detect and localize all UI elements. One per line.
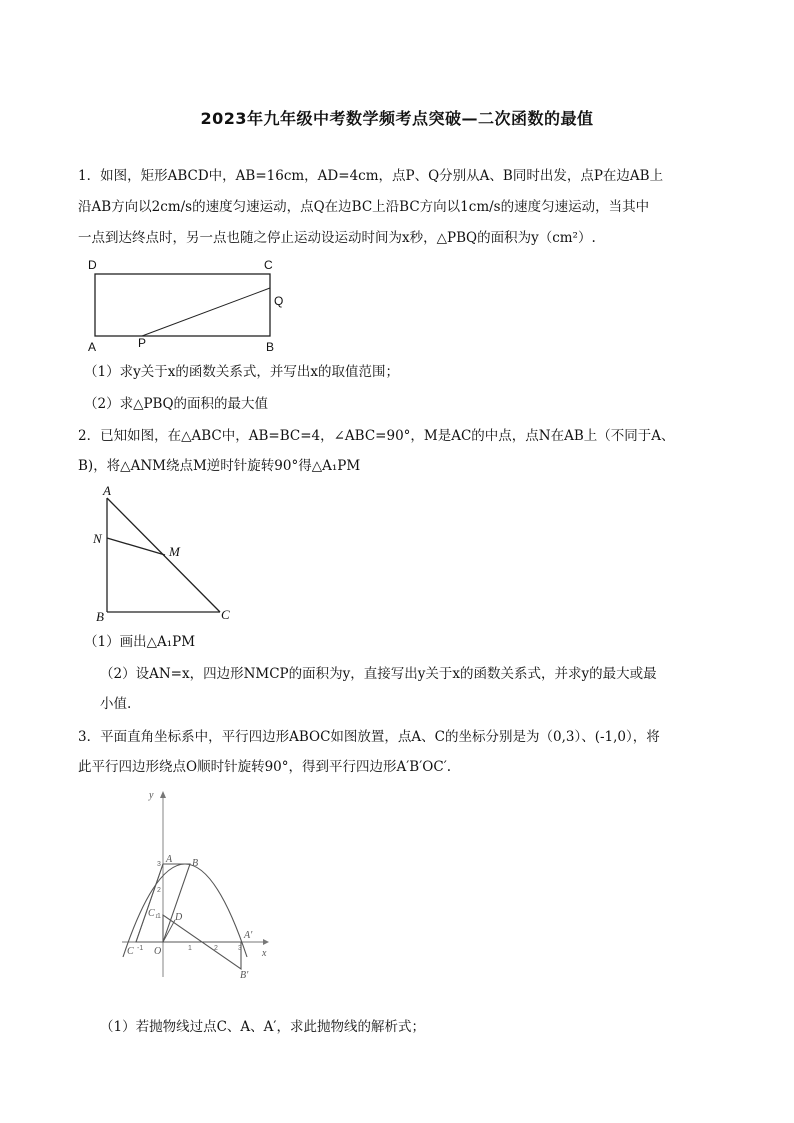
- q3-label-x: x: [262, 948, 267, 959]
- q2-label-c: C: [221, 607, 230, 622]
- q2-text-line2: B)，将△ANM绕点M逆时针旋转90°得△A₁PM: [78, 458, 361, 474]
- q3-tick-x3: 3: [238, 945, 242, 952]
- q1-label-q: Q: [274, 294, 284, 308]
- q3-label-c1: C₁: [148, 908, 159, 919]
- q3-y-axis-arrow: [160, 791, 166, 798]
- q3-sub1: （1）若抛物线过点C、A、A′，求此抛物线的解析式；: [100, 1019, 425, 1035]
- q1-text-line2: 沿AB方向以2cm/s的速度匀速运动，点Q在边BC上沿BC方向以1cm/s的速度匀速运动，当其中: [78, 199, 650, 215]
- q3-label-d: D: [175, 912, 183, 923]
- q3-tick-y2: 2: [157, 887, 161, 894]
- q3-label-b2: B': [240, 970, 249, 981]
- q1-rectangle-figure: [80, 255, 310, 355]
- q1-sub1: （1）求y关于x的函数关系式，并写出x的取值范围；: [84, 364, 399, 380]
- q3-segment-c-a: [136, 864, 163, 942]
- q3-parallelogram-a2b2oc2: [163, 915, 241, 969]
- q3-tick-x1: 1: [188, 945, 192, 952]
- q1-rectangle-abcd: [95, 274, 270, 336]
- q3-tick-y1: 1: [157, 913, 161, 920]
- q2-label-b: B: [96, 609, 104, 624]
- q2-sub1: （1）画出△A₁PM: [84, 634, 196, 650]
- q3-text-line2: 此平行四边形绕点O顺时针旋转90°，得到平行四边形A′B′OC′.: [78, 759, 452, 775]
- q3-tick-x2: 2: [214, 945, 218, 952]
- q1-label-b: B: [266, 340, 275, 354]
- q3-x-axis-arrow: [263, 939, 269, 945]
- q2-sub2-line2: 小值.: [100, 696, 132, 712]
- page-title: 2023年九年级中考数学频考点突破—二次函数的最值: [200, 109, 594, 128]
- q2-label-a: A: [103, 483, 111, 498]
- q1-label-c: C: [264, 258, 273, 272]
- q3-label-y: y: [149, 790, 154, 801]
- q1-sub2: （2）求△PBQ的面积的最大值: [84, 396, 269, 412]
- q3-label-a: A: [166, 854, 173, 865]
- q2-label-m: M: [169, 544, 180, 559]
- q1-label-p: P: [138, 336, 147, 350]
- q3-label-a2: A': [244, 930, 253, 941]
- q2-segment-nm: [107, 538, 165, 555]
- q1-text-line3: 一点到达终点时，另一点也随之停止运动设运动时间为x秒，△PBQ的面积为y（cm²）.: [78, 230, 596, 246]
- q2-sub2-line1: （2）设AN=x，四边形NMCP的面积为y，直接写出y关于x的函数关系式，并求y的最大或最: [100, 666, 657, 682]
- q3-tick-xm1: -1: [137, 945, 144, 952]
- q2-triangle-figure: [90, 485, 250, 625]
- q1-segment-pq: [142, 288, 270, 336]
- q3-label-b: B: [192, 858, 199, 869]
- q3-label-c: C: [127, 946, 134, 957]
- q3-tick-y3: 3: [157, 861, 161, 868]
- q3-label-o: O: [154, 946, 162, 957]
- q2-text-line1: 2．已知如图，在△ABC中，AB=BC=4，∠ABC=90°，M是AC的中点，点N在AB上（不同于A、: [78, 428, 675, 444]
- q1-label-d: D: [88, 258, 97, 272]
- q1-text-line1: 1．如图，矩形ABCD中，AB=16cm，AD=4cm，点P、Q分别从A、B同时出发，点P在边AB上: [78, 168, 664, 184]
- q2-label-n: N: [93, 531, 102, 546]
- q1-label-a: A: [88, 340, 97, 354]
- q3-coordinate-figure: [118, 782, 278, 987]
- q3-text-line1: 3．平面直角坐标系中，平行四边形ABOC如图放置，点A、C的坐标分别是为（0,3）、(-1,0），将: [78, 729, 660, 745]
